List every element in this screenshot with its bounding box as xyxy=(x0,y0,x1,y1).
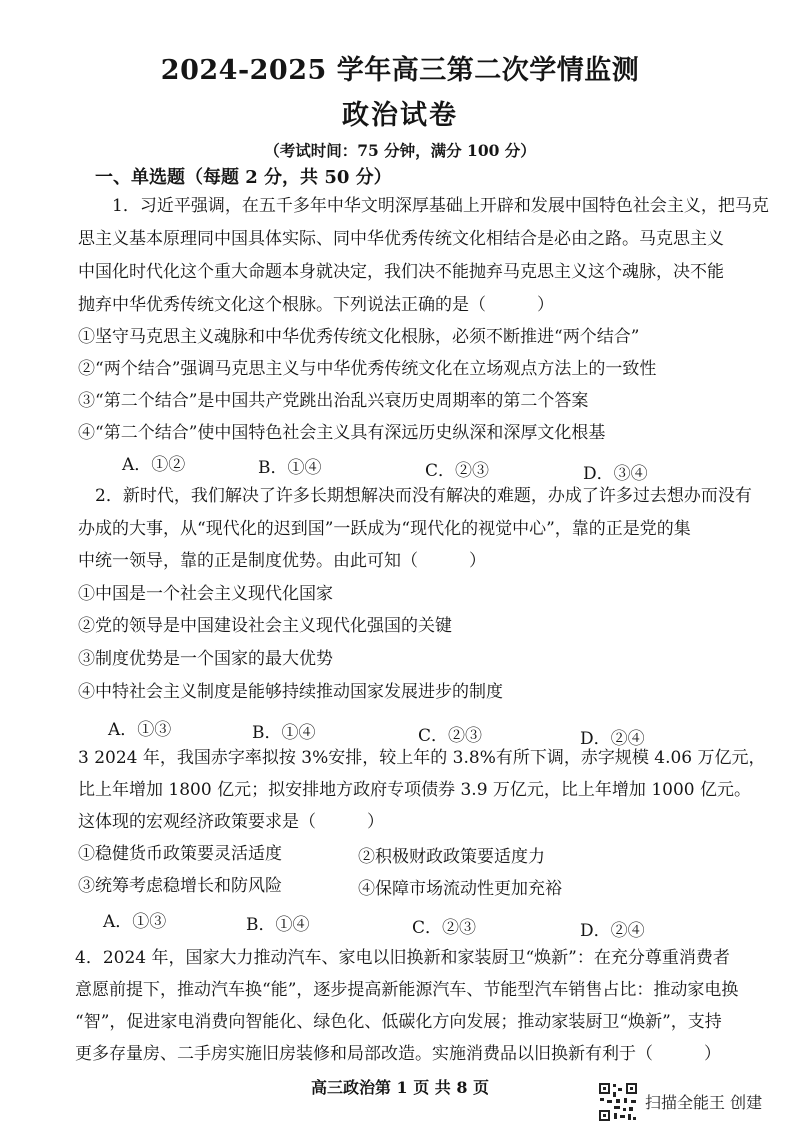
q1-line: 1．习近平强调，在五千多年中华文明深厚基础上开辟和发展中国特色社会主义，把马克 xyxy=(112,196,769,216)
q3-item: ②积极财政政策要适度力 xyxy=(358,847,545,867)
subject-title: 政治试卷 xyxy=(342,100,458,131)
q4-line: “智”，促进家电消费向智能化、绿色化、低碳化方向发展；推动家装厨卫“焕新”，支持 xyxy=(75,1012,722,1032)
q2-option-d: D．②④ xyxy=(580,729,645,749)
q1-option-d: D．③④ xyxy=(583,464,648,484)
q1-option-a: A．①② xyxy=(122,455,186,475)
q2-line: 办成的大事，从“现代化的迟到国”一跃成为“现代化的视觉中心”，靠的正是党的集 xyxy=(78,519,691,539)
q1-option-b: B．①④ xyxy=(258,458,322,478)
q4-line: 更多存量房、二手房实施旧房装修和局部改造。实施消费品以旧换新有利于（ ） xyxy=(75,1044,721,1064)
exam-title: 2024-2025 学年高三第二次学情监测 xyxy=(160,55,640,86)
section-heading: 一、单选题（每题 2 分，共 50 分） xyxy=(95,167,392,188)
q3-line: 这体现的宏观经济政策要求是（ ） xyxy=(78,812,384,832)
q1-item: ④“第二个结合”使中国特色社会主义具有深远历史纵深和深厚文化根基 xyxy=(78,423,606,443)
q3-item: ④保障市场流动性更加充裕 xyxy=(358,879,562,899)
q1-item: ②“两个结合”强调马克思主义与中华优秀传统文化在立场观点方法上的一致性 xyxy=(78,359,657,379)
q1-item: ①坚守马克思主义魂脉和中华优秀传统文化根脉，必须不断推进“两个结合” xyxy=(78,327,640,347)
q1-line: 抛弃中华优秀传统文化这个根脉。下列说法正确的是（ ） xyxy=(78,295,554,315)
q2-line: 中统一领导，靠的正是制度优势。由此可知（ ） xyxy=(78,551,486,571)
q2-option-c: C．②③ xyxy=(418,726,483,746)
q3-option-c: C．②③ xyxy=(412,918,477,938)
q4-line: 意愿前提下，推动汽车换“能”，逐步提高新能源汽车、节能型汽车销售占比：推动家电换 xyxy=(75,980,739,1000)
q1-line: 思主义基本原理同中国具体实际、同中华优秀传统文化相结合是必由之路。马克思主义 xyxy=(78,229,724,249)
q2-item: ④中特社会主义制度是能够持续推动国家发展进步的制度 xyxy=(78,682,503,702)
q3-option-a: A．①③ xyxy=(103,912,167,932)
q2-option-b: B．①④ xyxy=(252,723,316,743)
q3-option-b: B．①④ xyxy=(246,915,310,935)
scanner-watermark: 扫描全能王 创建 xyxy=(645,1093,763,1112)
q1-option-c: C．②③ xyxy=(425,461,490,481)
q4-line: 4．2024 年，国家大力推动汽车、家电以旧换新和家装厨卫“焕新”：在充分尊重消费者 xyxy=(75,948,730,968)
q3-item: ③统筹考虑稳增长和防风险 xyxy=(78,876,282,896)
q3-option-d: D．②④ xyxy=(580,921,645,941)
q2-item: ②党的领导是中国建设社会主义现代化强国的关键 xyxy=(78,616,452,636)
q1-item: ③“第二个结合”是中国共产党跳出治乱兴衰历史周期率的第二个答案 xyxy=(78,391,589,411)
q2-line: 2．新时代，我们解决了许多长期想解决而没有解决的难题，办成了许多过去想办而没有 xyxy=(95,486,752,506)
q3-line: 3 2024 年，我国赤字率拟按 3%安排，较上年的 3.8%有所下调，赤字规模 4.06 万亿元， xyxy=(78,748,766,768)
q3-line: 比上年增加 1800 亿元；拟安排地方政府专项债券 3.9 万亿元，比上年增加 1000 亿元。 xyxy=(78,780,751,800)
q2-item: ①中国是一个社会主义现代化国家 xyxy=(78,584,333,604)
page-footer: 高三政治第 1 页 共 8 页 xyxy=(310,1078,490,1097)
q1-line: 中国化时代化这个重大命题本身就决定，我们决不能抛弃马克思主义这个魂脉，决不能 xyxy=(78,262,724,282)
q2-option-a: A．①③ xyxy=(108,720,172,740)
qr-code-icon xyxy=(598,1082,638,1122)
q3-item: ①稳健货币政策要灵活适度 xyxy=(78,844,282,864)
exam-info: （考试时间：75 分钟，满分 100 分） xyxy=(264,141,536,160)
q2-item: ③制度优势是一个国家的最大优势 xyxy=(78,649,333,669)
